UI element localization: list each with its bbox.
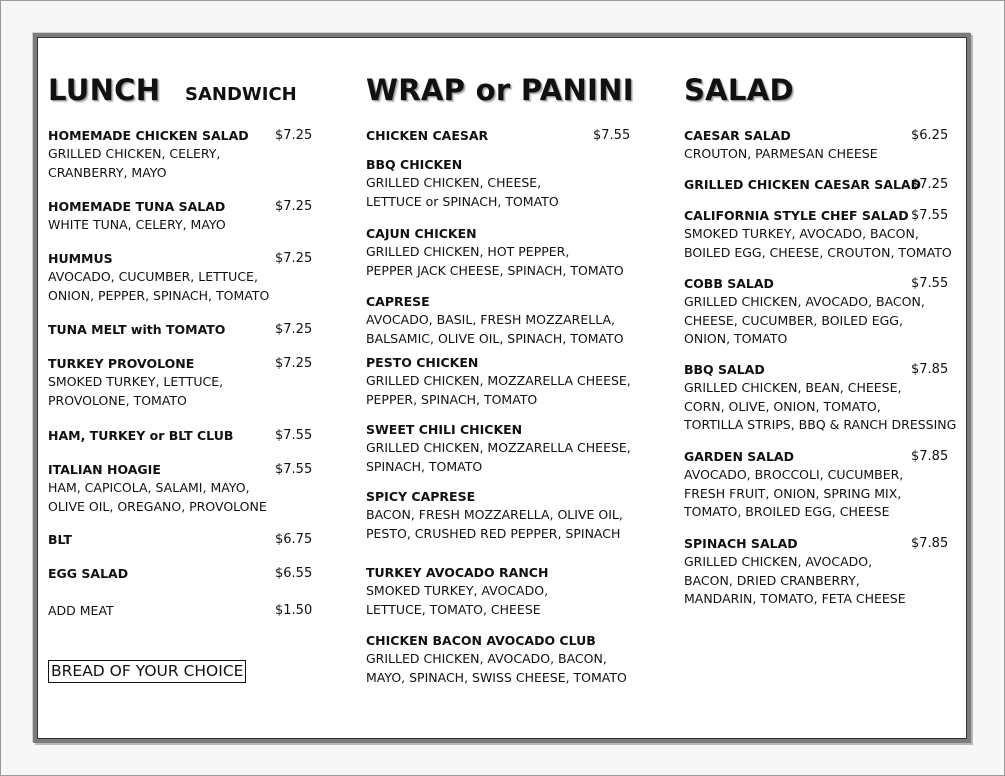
item-description: TOMATO, BROILED EGG, CHEESE (684, 504, 890, 519)
menu-item (366, 632, 666, 687)
item-description: TORTILLA STRIPS, BBQ & RANCH DRESSING (684, 417, 957, 432)
item-price: $7.25 (911, 177, 949, 192)
menu-item (366, 156, 666, 211)
menu-item (366, 225, 666, 280)
item-description: CROUTON, PARMESAN CHEESE (684, 146, 878, 161)
item-description: CORN, OLIVE, ONION, TOMATO, (684, 398, 881, 414)
item-price: $7.55 (593, 128, 631, 143)
menu-item (48, 250, 348, 305)
item-name: ITALIAN HOAGIE (48, 462, 161, 477)
item-price: $7.25 (275, 199, 313, 214)
menu-item (48, 602, 348, 620)
item-price: $6.55 (275, 566, 313, 581)
item-name: TURKEY AVOCADO RANCH (366, 565, 549, 580)
menu-sheet (37, 37, 967, 739)
item-price: $7.85 (911, 362, 949, 377)
item-description: GRILLED CHICKEN, MOZZARELLA CHEESE, (366, 373, 631, 388)
item-price: $7.25 (275, 128, 313, 143)
menu-item (48, 427, 348, 445)
item-description: GRILLED CHICKEN, BEAN, CHEESE, (684, 380, 902, 395)
item-description: SMOKED TURKEY, AVOCADO, (366, 583, 549, 598)
item-price: $7.55 (275, 462, 313, 477)
item-description: LETTUCE or SPINACH, TOMATO (366, 193, 559, 209)
bread-note: BREAD OF YOUR CHOICE (48, 660, 246, 683)
item-price: $7.85 (911, 449, 949, 464)
item-description: CHEESE, CUCUMBER, BOILED EGG, (684, 312, 903, 328)
item-description: HAM, CAPICOLA, SALAMI, MAYO, (48, 480, 250, 495)
item-name: BLT (48, 532, 72, 547)
menu-item (48, 355, 348, 410)
item-description: LETTUCE, TOMATO, CHEESE (366, 601, 541, 617)
item-price: $7.55 (275, 428, 313, 443)
menu-item (684, 448, 984, 522)
item-name: CAJUN CHICKEN (366, 226, 477, 241)
item-name: SWEET CHILI CHICKEN (366, 422, 523, 437)
item-description: GRILLED CHICKEN, AVOCADO, BACON, (366, 651, 607, 666)
item-price: $6.75 (275, 532, 313, 547)
item-description: BOILED EGG, CHEESE, CROUTON, TOMATO (684, 244, 952, 260)
item-description: AVOCADO, BROCCOLI, CUCUMBER, (684, 467, 904, 482)
item-price: $7.25 (275, 322, 313, 337)
menu-item (366, 293, 666, 348)
item-description: BACON, DRIED CRANBERRY, (684, 572, 860, 588)
item-name: HOMEMADE TUNA SALAD (48, 199, 226, 214)
item-name: CALIFORNIA STYLE CHEF SALAD (684, 208, 909, 223)
item-description: GRILLED CHICKEN, AVOCADO, (684, 554, 873, 569)
sandwich-subtitle: SANDWICH (185, 84, 297, 105)
item-name: CAESAR SALAD (684, 128, 791, 143)
item-description: GRILLED CHICKEN, MOZZARELLA CHEESE, (366, 440, 631, 455)
item-description: SMOKED TURKEY, LETTUCE, (48, 374, 224, 389)
item-price: $7.55 (911, 276, 949, 291)
menu-item (48, 531, 348, 549)
menu-item (48, 198, 348, 235)
item-name: CAPRESE (366, 294, 430, 309)
item-description: GRILLED CHICKEN, CHEESE, (366, 175, 542, 190)
menu-item (366, 354, 666, 409)
item-name: TUNA MELT with TOMATO (48, 322, 226, 337)
menu-item (684, 207, 984, 262)
item-price: $7.25 (275, 356, 313, 371)
menu-item (48, 127, 348, 182)
item-description: PROVOLONE, TOMATO (48, 392, 187, 408)
item-description: BALSAMIC, OLIVE OIL, SPINACH, TOMATO (366, 330, 624, 346)
item-name: BBQ SALAD (684, 362, 765, 377)
menu-item (366, 488, 666, 543)
menu-item (366, 564, 666, 619)
item-description: BACON, FRESH MOZZARELLA, OLIVE OIL, (366, 507, 623, 522)
item-name: SPICY CAPRESE (366, 489, 476, 504)
item-description: ONION, TOMATO (684, 331, 788, 346)
item-description: GRILLED CHICKEN, AVOCADO, BACON, (684, 294, 925, 309)
item-name: TURKEY PROVOLONE (48, 356, 195, 371)
salad-title: SALAD (684, 73, 794, 107)
menu-item (366, 421, 666, 476)
item-name: BBQ CHICKEN (366, 157, 463, 172)
item-description: FRESH FRUIT, ONION, SPRING MIX, (684, 485, 902, 501)
menu-item (684, 176, 984, 194)
item-description: SPINACH, TOMATO (366, 458, 483, 474)
item-name: COBB SALAD (684, 276, 774, 291)
item-price: $1.50 (275, 603, 313, 618)
item-name: SPINACH SALAD (684, 536, 798, 551)
item-price: $7.25 (275, 251, 313, 266)
menu-item (684, 361, 984, 435)
item-description: MANDARIN, TOMATO, FETA CHEESE (684, 591, 906, 606)
item-description: OLIVE OIL, OREGANO, PROVOLONE (48, 498, 267, 514)
item-price: $7.55 (911, 208, 949, 223)
menu-item (48, 321, 348, 339)
menu-item (684, 535, 984, 609)
lunch-title: LUNCH (48, 73, 161, 107)
item-description: AVOCADO, BASIL, FRESH MOZZARELLA, (366, 312, 615, 327)
menu-frame (33, 33, 971, 743)
item-name: PESTO CHICKEN (366, 355, 479, 370)
item-name: EGG SALAD (48, 566, 129, 581)
item-description: MAYO, SPINACH, SWISS CHEESE, TOMATO (366, 669, 627, 685)
item-price: $7.85 (911, 536, 949, 551)
item-description: GRILLED CHICKEN, CELERY, (48, 146, 221, 161)
item-description: WHITE TUNA, CELERY, MAYO (48, 217, 226, 232)
item-name: GRILLED CHICKEN CAESAR SALAD (684, 177, 921, 192)
item-name: HAM, TURKEY or BLT CLUB (48, 428, 234, 443)
item-name: HUMMUS (48, 251, 113, 266)
item-name: GARDEN SALAD (684, 449, 794, 464)
item-price: $6.25 (911, 128, 949, 143)
item-description: ONION, PEPPER, SPINACH, TOMATO (48, 287, 270, 303)
item-description: GRILLED CHICKEN, HOT PEPPER, (366, 244, 570, 259)
item-description: PESTO, CRUSHED RED PEPPER, SPINACH (366, 525, 621, 541)
item-description: SMOKED TURKEY, AVOCADO, BACON, (684, 226, 919, 241)
menu-item (48, 461, 348, 516)
item-name: HOMEMADE CHICKEN SALAD (48, 128, 249, 143)
menu-item (366, 127, 666, 145)
item-description: CRANBERRY, MAYO (48, 164, 167, 180)
item-description: AVOCADO, CUCUMBER, LETTUCE, (48, 269, 258, 284)
wrap-title: WRAP or PANINI (366, 73, 634, 107)
menu-item (684, 127, 984, 164)
menu-item (684, 275, 984, 349)
item-description: PEPPER, SPINACH, TOMATO (366, 391, 538, 407)
menu-item (48, 565, 348, 583)
item-name: CHICKEN BACON AVOCADO CLUB (366, 633, 596, 648)
item-name: ADD MEAT (48, 603, 114, 618)
item-name: CHICKEN CAESAR (366, 128, 489, 143)
item-description: PEPPER JACK CHEESE, SPINACH, TOMATO (366, 262, 624, 278)
